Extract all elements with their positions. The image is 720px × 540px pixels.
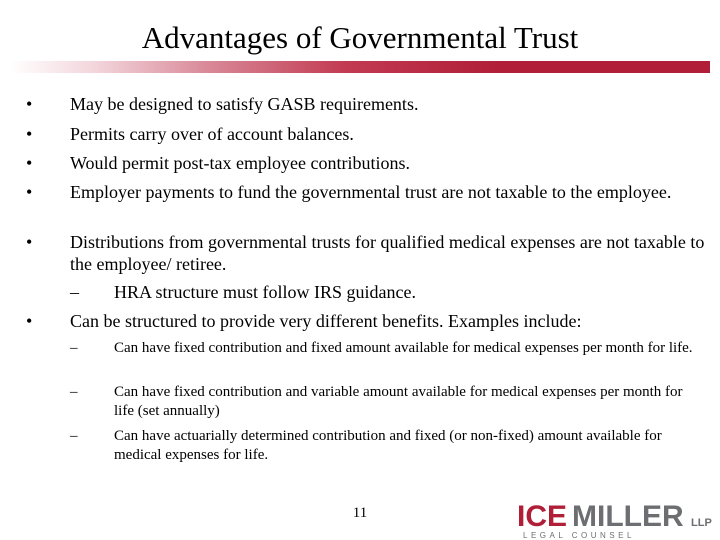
sub-bullet-text: HRA structure must follow IRS guidance. bbox=[114, 282, 416, 302]
slide-title: Advantages of Governmental Trust bbox=[141, 20, 579, 55]
logo-wordmark-miller: MILLER bbox=[572, 500, 684, 533]
bullet-text: Employer payments to fund the governmental trust are not taxable to the employee. bbox=[70, 182, 672, 202]
bullet-marker: • bbox=[26, 232, 33, 252]
page-number: 11 bbox=[352, 505, 368, 521]
logo-tagline: LEGAL COUNSEL bbox=[523, 531, 635, 540]
logo-wordmark-ice: ICE bbox=[517, 500, 568, 533]
logo-suffix: LLP bbox=[691, 517, 712, 529]
example-text: Can have actuarially determined contribution and fixed (or non-fixed) amount available for medical expenses for life. bbox=[114, 428, 662, 463]
bullet-text: Can be structured to provide very different benefits. Examples include: bbox=[70, 311, 582, 331]
bullet-marker: • bbox=[26, 311, 33, 331]
ice-miller-logo bbox=[515, 495, 720, 540]
example-marker: – bbox=[70, 384, 78, 400]
title-underline-bar bbox=[10, 61, 710, 73]
bullet-text: May be designed to satisfy GASB requirements. bbox=[70, 94, 419, 114]
example-text: Can have fixed contribution and fixed amount available for medical expenses per month for life. bbox=[114, 340, 693, 356]
bullet-text: Would permit post-tax employee contributions. bbox=[70, 153, 410, 173]
bullet-marker: • bbox=[26, 182, 33, 202]
example-text: Can have fixed contribution and variable amount available for medical expenses per month for life (set annually) bbox=[114, 384, 683, 419]
sub-bullet-marker: – bbox=[70, 282, 79, 302]
bullet-text: Permits carry over of account balances. bbox=[70, 124, 354, 144]
bullet-marker: • bbox=[26, 124, 33, 144]
bullet-marker: • bbox=[26, 94, 33, 114]
bullet-marker: • bbox=[26, 153, 33, 173]
example-marker: – bbox=[70, 428, 78, 444]
bullet-text: Distributions from governmental trusts for qualified medical expenses are not taxable to the employee/ retiree. bbox=[70, 232, 705, 274]
example-marker: – bbox=[70, 340, 78, 356]
